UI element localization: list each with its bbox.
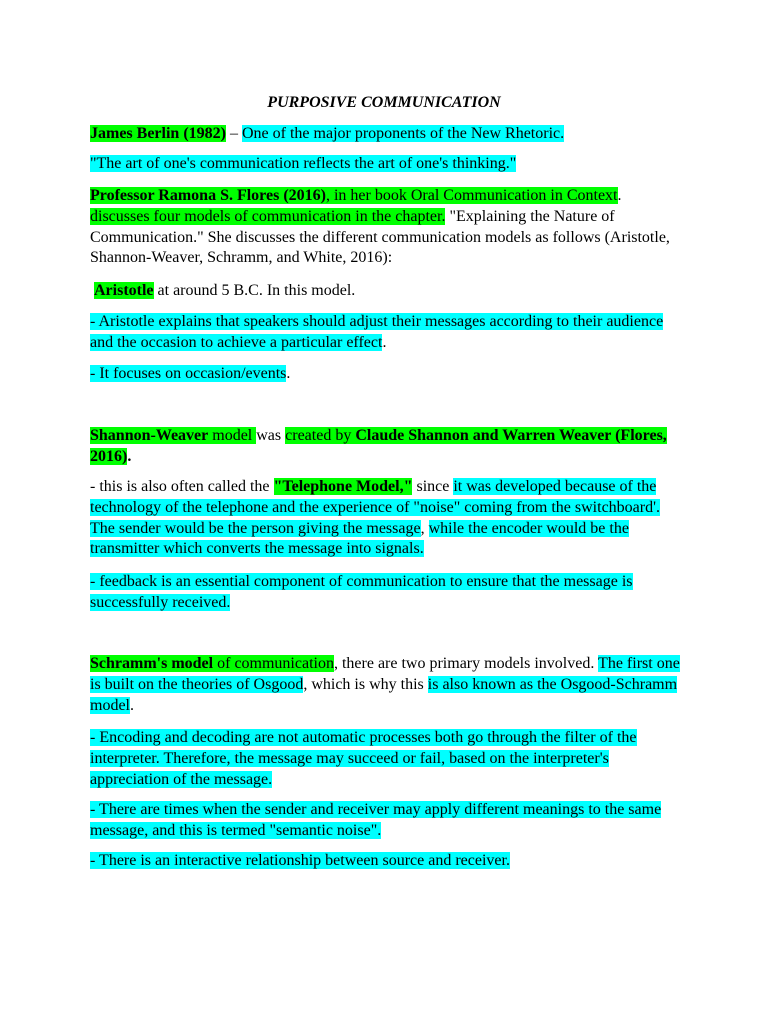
feedback-text: - feedback is an essential component of communication to ensure that the message is successfully received. bbox=[90, 573, 633, 611]
flores-name: Professor Ramona S. Flores (2016) bbox=[90, 187, 326, 204]
schramm-name: Schramm's model bbox=[90, 655, 214, 672]
telephone-explanation: it was developed because of the technology of the telephone and the experience of "noise" coming from the switchboard'. The sender would be the person giving the message bbox=[90, 478, 660, 537]
two-models: , there are two primary models involved. bbox=[333, 655, 599, 672]
creators: Claude Shannon and Warren Weaver (Flores, 2016) bbox=[90, 427, 667, 465]
was-word: was bbox=[256, 427, 282, 444]
flores-paragraph bbox=[90, 186, 682, 269]
schramm-point-2 bbox=[90, 800, 682, 842]
model-word: model bbox=[208, 427, 257, 444]
dash: – bbox=[225, 125, 242, 142]
shannon-weaver-point-1 bbox=[90, 477, 682, 560]
telephone-model: "Telephone Model," bbox=[273, 478, 413, 495]
flores-four-models: discusses four models of communication in the chapter. bbox=[90, 207, 446, 225]
page-title: PURPOSIVE COMMUNICATION bbox=[267, 94, 501, 111]
flores-details: "Explaining the Nature of Communication." She discusses the different communication models as follows (Aristotle, Shannon-Weaver, Schramm, and White, 2016): bbox=[90, 207, 670, 267]
shannon-weaver-heading bbox=[90, 426, 682, 468]
schramm-point-1 bbox=[90, 728, 682, 790]
which-is-why: , which is why this bbox=[303, 675, 428, 693]
comma: , bbox=[420, 519, 429, 537]
of-communication: of communication bbox=[213, 655, 334, 672]
aristotle-intro: at around 5 B.C. In this model. bbox=[153, 282, 356, 299]
encoder-explanation: while the encoder would be the transmitter which converts the message into signals. bbox=[90, 519, 629, 558]
aristotle-point-1-text: - Aristotle explains that speakers should adjust their messages according to their audience and the occasion to achieve a particular effect bbox=[90, 313, 664, 351]
period: . bbox=[130, 696, 134, 714]
berlin-paragraph bbox=[90, 124, 682, 145]
semantic-noise-text: - There are times when the sender and receiver may apply different meanings to the same message, and this is termed "semantic noise". bbox=[90, 801, 662, 839]
created-by: created by bbox=[285, 427, 356, 444]
encoding-text: - Encoding and decoding are not automatic processes both go through the filter of the interpreter. Therefore, the message may succeed or fail, based on the interpreter's appreciation of the message. bbox=[90, 729, 637, 788]
aristotle-point-2 bbox=[90, 364, 682, 385]
since-word: since bbox=[412, 478, 454, 495]
shannon-weaver-point-2 bbox=[90, 572, 682, 614]
schramm-paragraph bbox=[90, 654, 682, 716]
interactive-text: - There is an interactive relationship between source and receiver. bbox=[90, 852, 510, 869]
period: . bbox=[286, 365, 291, 382]
osgood-theories: The first one is built on the theories of Osgood bbox=[90, 655, 680, 693]
telephone-intro: - this is also often called the bbox=[90, 478, 274, 495]
period: . bbox=[127, 447, 132, 465]
osgood-schramm: is also known as the Osgood-Schramm model bbox=[90, 675, 678, 714]
berlin-quote bbox=[90, 154, 682, 175]
aristotle-name: Aristotle bbox=[94, 282, 154, 299]
aristotle-point-1 bbox=[90, 312, 682, 354]
aristotle-point-2-text: - It focuses on occasion/events bbox=[90, 365, 287, 382]
period: . bbox=[617, 187, 622, 204]
berlin-name: James Berlin (1982) bbox=[90, 125, 226, 142]
period: . bbox=[382, 333, 387, 351]
flores-book: , in her book Oral Communication in Context bbox=[325, 187, 618, 204]
shannon-weaver-name: Shannon-Weaver bbox=[90, 427, 209, 444]
berlin-description: One of the major proponents of the New Rhetoric. bbox=[241, 125, 565, 142]
quote-text: "The art of one's communication reflects the art of one's thinking." bbox=[90, 155, 517, 172]
schramm-point-3 bbox=[90, 851, 682, 872]
aristotle-heading bbox=[90, 281, 682, 302]
